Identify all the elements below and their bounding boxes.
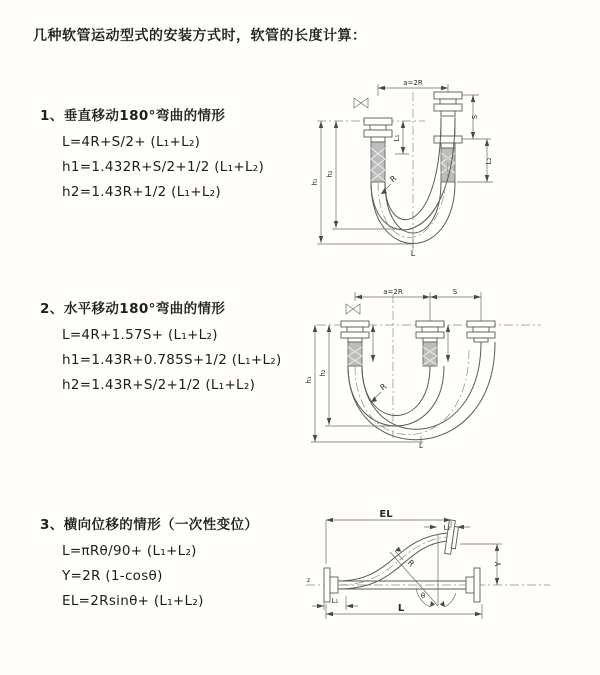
l2-dimension: [424, 524, 470, 532]
middle-fitting: [416, 321, 444, 366]
right-fitting-upper: [434, 92, 462, 136]
section1-heading: 1、垂直移动180°弯曲的情形: [40, 108, 226, 124]
dim-label-s: S: [452, 288, 458, 296]
valve-icon: [354, 98, 368, 108]
axis-mark-z: z: [307, 577, 311, 584]
left-fitting: [364, 118, 392, 182]
page-title: 几种软管运动型式的安装方式时，软管的长度计算：: [33, 28, 367, 44]
dim-label-span: a=2R: [383, 288, 403, 296]
dim-label-h1: h₁: [311, 178, 319, 186]
dim-label-l2: L₂: [443, 524, 451, 532]
dim-label-l1: L₁: [331, 597, 339, 605]
dim-label-l: L: [397, 603, 405, 614]
dim-label-r: R: [405, 558, 416, 569]
formula-h2: h2=1.43R+S/2+1/2 (L₁+L₂): [62, 377, 256, 393]
section-lateral-displacement: [40, 513, 311, 618]
dim-label-h2: h₂: [319, 369, 327, 377]
formula-L: L=4R+S/2+ (L₁+L₂): [62, 134, 201, 150]
diagram-horizontal-180-bend: [303, 278, 548, 450]
top-dimension: [355, 288, 481, 321]
length-label: [411, 238, 416, 258]
radius-leader: [371, 382, 389, 402]
section2-heading: 2、水平移动180°弯曲的情形: [40, 301, 226, 317]
section3-heading: 3、横向位移的情形（一次性变位）: [40, 517, 259, 533]
left-fitting: [341, 321, 369, 366]
l1-dimension: [312, 596, 358, 610]
s-dimension: [462, 95, 491, 139]
dim-label-h1: h₁: [305, 376, 313, 384]
length-label: [419, 436, 423, 450]
formula-Y: Y=2R (1-cosθ): [62, 568, 163, 584]
section-horizontal-movement: [40, 297, 308, 402]
diagram-lateral-displacement: [298, 500, 598, 662]
dim-label-span: a=2R: [403, 79, 423, 87]
diagram-vertical-180-bend: [303, 76, 513, 258]
dim-label-el: EL: [379, 509, 393, 520]
formula-L: L=πRθ/90+ (L₁+L₂): [62, 543, 197, 559]
formula-EL: EL=2Rsinθ+ (L₁+L₂): [62, 593, 204, 609]
el-dimension: [326, 509, 451, 564]
dim-label-h2: h₂: [326, 170, 334, 178]
formula-L: L=4R+1.57S+ (L₁+L₂): [62, 327, 218, 343]
formula-h1: h1=1.43R+0.785S+1/2 (L₁+L₂): [62, 352, 282, 368]
angle-label-theta: θ: [420, 592, 426, 600]
dim-label-r: R: [378, 381, 389, 393]
right-fitting: [467, 321, 495, 342]
dim-label-l2: L₂: [485, 157, 493, 165]
l1-dimension: [393, 121, 409, 154]
formula-h1: h1=1.432R+S/2+1/2 (L₁+L₂): [62, 159, 265, 175]
section-vertical-movement: [40, 104, 308, 209]
dim-label-y: Y: [494, 561, 503, 567]
valve-icon: [346, 304, 360, 314]
dim-label-l: L: [419, 442, 423, 450]
hose-curves: [348, 342, 495, 440]
dim-label-l: L: [410, 249, 416, 258]
dim-label-r: R: [388, 173, 399, 185]
dim-label-l1: L₁: [393, 134, 401, 142]
dim-label-s: S: [471, 114, 479, 120]
formula-h2: h2=1.43R+1/2 (L₁+L₂): [62, 184, 221, 200]
l2-dimension: [457, 139, 493, 182]
